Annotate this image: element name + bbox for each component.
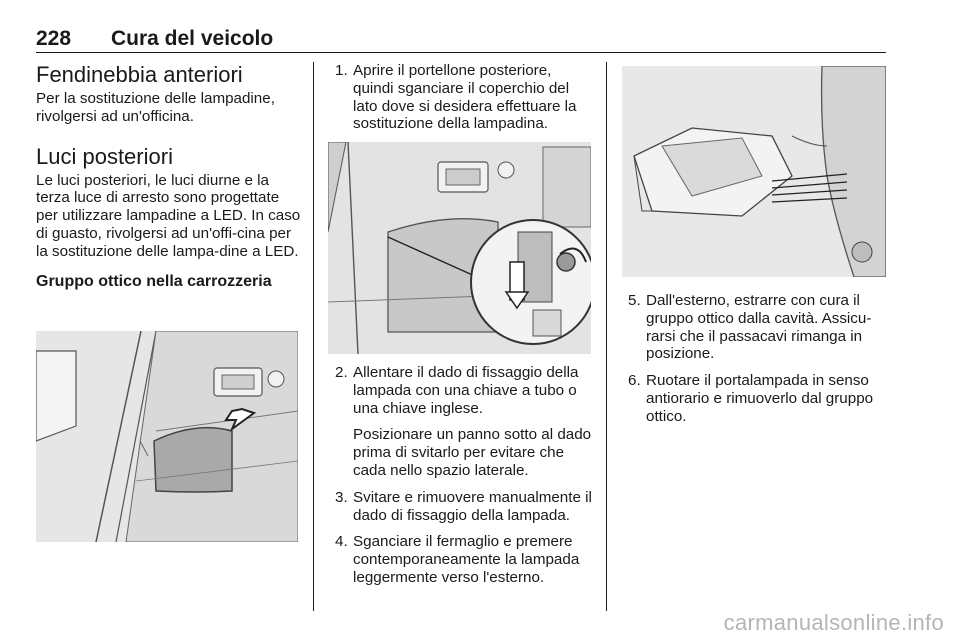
left-column	[36, 62, 301, 291]
middle-column-steps	[335, 364, 593, 587]
paragraph-fog-lights: Per la sostituzione delle lampadine, rivolgersi ad un'officina.	[36, 90, 275, 125]
step-6: 6. Ruotare il portalampada in senso antiorario e rimuoverlo dal gruppo ottico.	[628, 372, 874, 425]
figure-lamp-nut	[328, 142, 591, 354]
right-column	[628, 292, 890, 426]
column-divider-1	[313, 62, 314, 611]
heading-fog-lights: Fendinebbia anteriori	[36, 62, 243, 87]
middle-column	[335, 62, 593, 133]
heading-rear-lights: Luci posteriori	[36, 143, 173, 169]
figure-trunk-cover	[36, 331, 298, 542]
heading-light-cluster: Gruppo ottico nella carrozzeria	[36, 272, 272, 290]
column-divider-2	[606, 62, 607, 611]
watermark: carmanualsonline.info	[723, 610, 944, 635]
page-number: 228	[36, 27, 72, 50]
step-2: 2. Allentare il dado di fissaggio della lampada con una chiave a tubo o una chiave inglese.	[335, 364, 579, 417]
step-4: 4. Sganciare il fermaglio e premere contemporaneamente la lampada leggermente verso l'esterno.	[335, 533, 580, 586]
header-rule	[36, 52, 886, 53]
step-2-note: Posizionare un panno sotto al dado prima di svitarlo per evitare che cada nello spazio laterale.	[353, 426, 592, 479]
step-5: 5. Dall'esterno, estrarre con cura il gruppo ottico dalla cavità. Assicu-rarsi che il passacavi rimanga in posizione.	[628, 292, 872, 363]
step-3: 3. Svitare e rimuovere manualmente il dado di fissaggio della lampada.	[335, 488, 592, 524]
section-title: Cura del veicolo	[111, 27, 274, 50]
step-1: 1. Aprire il portellone posteriore, quindi sganciare il coperchio del lato dove si desidera effettuare la sostituzione della lampadina.	[335, 62, 577, 133]
figure-light-cluster	[622, 66, 886, 277]
paragraph-rear-lights: Le luci posteriori, le luci diurne e la terza luce di arresto sono progettate per utilizzare lampadine a LED. In caso di guasto, rivolgersi ad un'offi-cina per la sostituzione delle lampa-dine a LED.	[36, 171, 301, 260]
